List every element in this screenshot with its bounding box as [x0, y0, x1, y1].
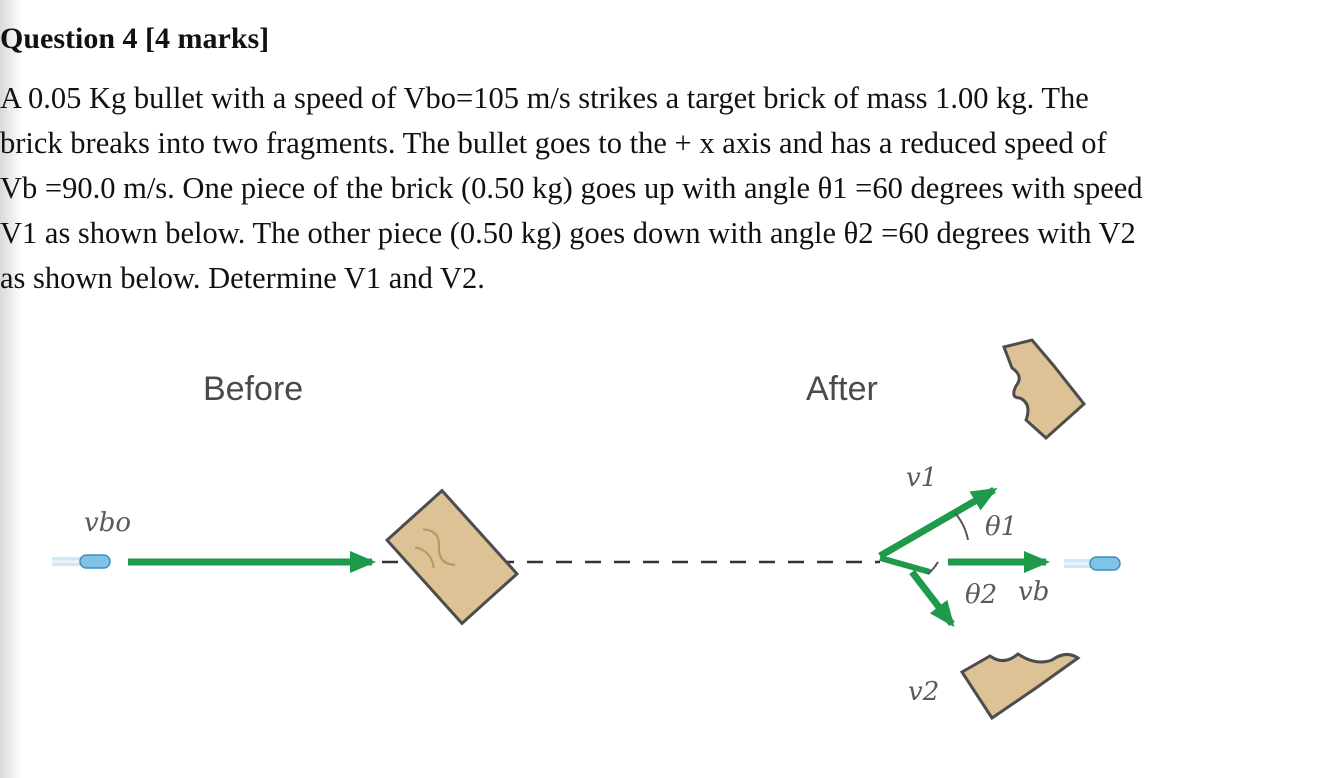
- question-line: A 0.05 Kg bullet with a speed of Vbo=105 m/s strikes a target brick of mass 1.00 kg. The: [0, 81, 1089, 115]
- v2-arrow-start-segment: [880, 558, 930, 572]
- question-text: [0, 76, 1300, 301]
- v2-label: v2: [908, 677, 940, 707]
- theta2-label: θ2: [965, 580, 998, 610]
- upper-brick-fragment: [1004, 340, 1084, 438]
- question-line: Vb =90.0 m/s. One piece of the brick (0.50 kg) goes up with angle θ1 =60 degrees with speed: [0, 171, 1143, 205]
- target-brick: [387, 491, 517, 624]
- before-label: Before: [203, 370, 304, 408]
- question-line: as shown below. Determine V1 and V2.: [0, 261, 485, 295]
- incoming-bullet: [52, 555, 110, 568]
- theta1-arc: [955, 513, 968, 540]
- collision-diagram: [0, 320, 1322, 778]
- theta1-label: θ1: [985, 512, 1018, 542]
- outgoing-bullet: [1064, 557, 1120, 570]
- vb-label: vb: [1018, 577, 1050, 607]
- v-b0-label: vbo: [84, 508, 131, 538]
- lower-brick-fragment: [962, 654, 1078, 718]
- theta2-arc: [928, 562, 938, 574]
- question-title: Question 4 [4 marks]: [0, 22, 270, 55]
- v1-label: v1: [906, 463, 938, 493]
- after-label: After: [806, 370, 878, 408]
- question-line: brick breaks into two fragments. The bullet goes to the + x axis and has a reduced speed of: [0, 126, 1107, 160]
- question-line: V1 as shown below. The other piece (0.50 kg) goes down with angle θ2 =60 degrees with V2: [0, 216, 1136, 250]
- v2-velocity-arrow: [912, 572, 952, 624]
- v1-velocity-arrow: [880, 490, 994, 556]
